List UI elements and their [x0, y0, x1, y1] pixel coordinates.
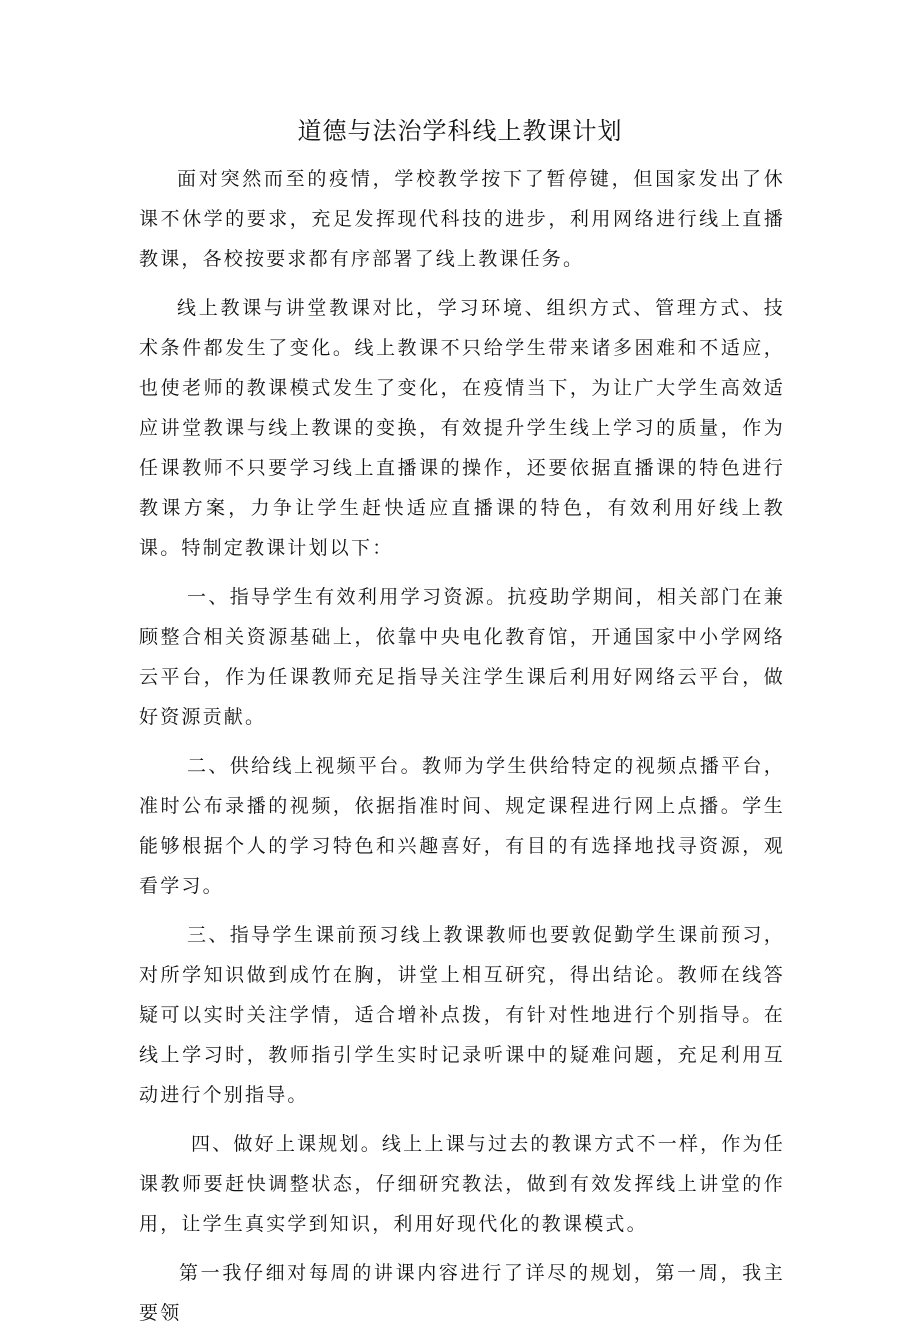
paragraph-weekly-plan: 第一我仔细对每周的讲课内容进行了详尽的规划，第一周，我主要领 [139, 1262, 785, 1324]
paragraph-point-three: 三、指导学生课前预习线上教课教师也要敦促勤学生课前预习，对所学知识做到成竹在胸，讲堂上相互研究，得出结论。教师在线答疑可以实时关注学情，适合增补点拨，有针对性地进行个别指导。在线上学习时，教师指引学生实时记录听课中的疑难问题，充足利用互动进行个别指导。 [139, 924, 785, 1106]
paragraph-intro: 面对突然而至的疫情，学校教学按下了暂停键，但国家发出了休课不休学的要求，充足发挥现代科技的进步，利用网络进行线上直播教课，各校按要求都有序部署了线上教课任务。 [139, 168, 785, 270]
paragraph-point-one: 一、指导学生有效利用学习资源。抗疫助学期间，相关部门在兼顾整合相关资源基础上，依靠中央电化教育馆，开通国家中小学网络云平台，作为任课教师充足指导关注学生课后利用好网络云平台，做好资源贡献。 [139, 586, 785, 728]
document-title: 道德与法治学科线上教课计划 [297, 117, 623, 145]
paragraph-point-two: 二、供给线上视频平台。教师为学生供给特定的视频点播平台，准时公布录播的视频，依据指准时间、规定课程进行网上点播。学生能够根据个人的学习特色和兴趣喜好，有目的有选择地找寻资源，观看学习。 [139, 755, 785, 897]
paragraph-comparison: 线上教课与讲堂教课对比，学习环境、组织方式、管理方式、技术条件都发生了变化。线上教课不只给学生带来诸多困难和不适应，也使老师的教课模式发生了变化，在疫情当下，为让广大学生高效适应讲堂教课与线上教课的变换，有效提升学生线上学习的质量，作为任课教师不只要学习线上直播课的操作，还要依据直播课的特色进行教课方案，力争让学生赶快适应直播课的特色，有效利用好线上教课。特制定教课计划以下： [139, 297, 785, 559]
paragraph-point-four: 四、做好上课规划。线上上课与过去的教课方式不一样，作为任课教师要赶快调整状态，仔细研究教法，做到有效发挥线上讲堂的作用，让学生真实学到知识，利用好现代化的教课模式。 [139, 1133, 785, 1235]
document-body [139, 159, 785, 1342]
